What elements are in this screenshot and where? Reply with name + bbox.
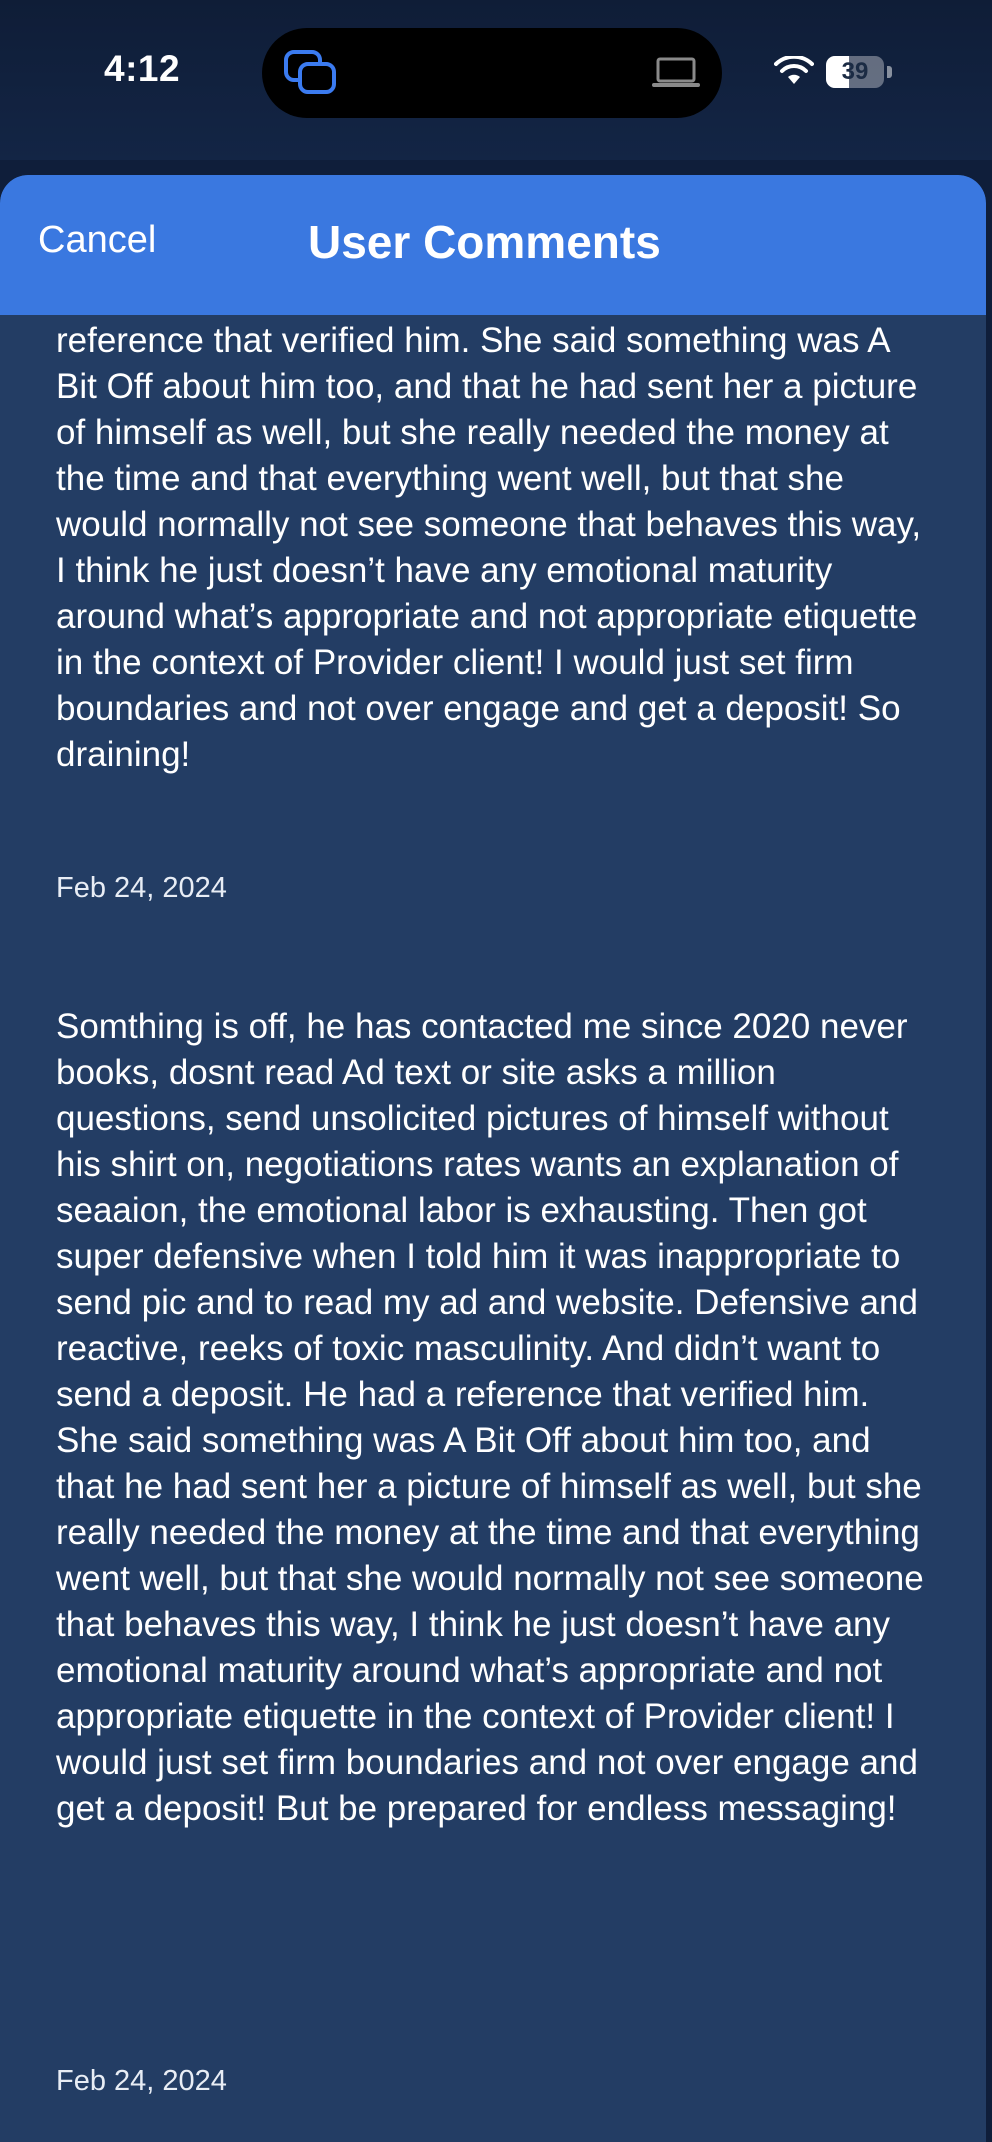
- comment-date: Feb 24, 2024: [56, 2065, 227, 2097]
- battery-body: [826, 56, 884, 88]
- cancel-button[interactable]: Cancel: [38, 219, 157, 261]
- laptop-icon: [650, 56, 702, 90]
- battery-cap: [887, 66, 892, 78]
- status-bar: [0, 0, 992, 160]
- status-time: 4:12: [104, 48, 181, 89]
- dynamic-island: [262, 28, 722, 118]
- comment-date: Feb 24, 2024: [56, 872, 227, 904]
- comment-text: reference that verified him. She said something was A Bit Off about him too, and that he had sent her a picture of himself as well, but she really needed the money at the time and that everything went well, but that she would normally not see someone that behaves this way, I think he just doesn’t have any emotional maturity around what’s appropriate and not appropriate etiquette in the context of Provider client! I would just set firm boundaries and not over engage and get a deposit! So draining!: [56, 321, 922, 774]
- comments-list[interactable]: [0, 175, 986, 2142]
- comments-sheet: [0, 175, 986, 2142]
- wifi-icon: [774, 56, 814, 86]
- dual-window-icon: [282, 48, 342, 98]
- comment-text: Somthing is off, he has contacted me since 2020 never books, dosnt read Ad text or site asks a million questions, send unsolicited pictures of himself without his shirt on, negotiations rates wants an explanation of seaaion, the emotional labor is exhausting. Then got super defensive when I told him it was inappropriate to send pic and to read my ad and website. Defensive and reactive, reeks of toxic masculinity. And didn’t want to send a deposit. He had a reference that verified him. She said something was A Bit Off about him too, and that he had sent her a picture of himself as well, but she really needed the money at the time and that everything went well, but that she would normally not see someone that behaves this way, I think he just doesn’t have any emotional maturity around what’s appropriate and not appropriate etiquette in the context of Provider client! I would just set firm boundaries and not over engage and get a deposit! But be prepared for endless messaging!: [56, 1007, 924, 1828]
- page-title: User Comments: [308, 216, 661, 268]
- battery-level: 39: [841, 58, 869, 85]
- nav-bar: [0, 175, 986, 315]
- battery-icon: [826, 56, 892, 88]
